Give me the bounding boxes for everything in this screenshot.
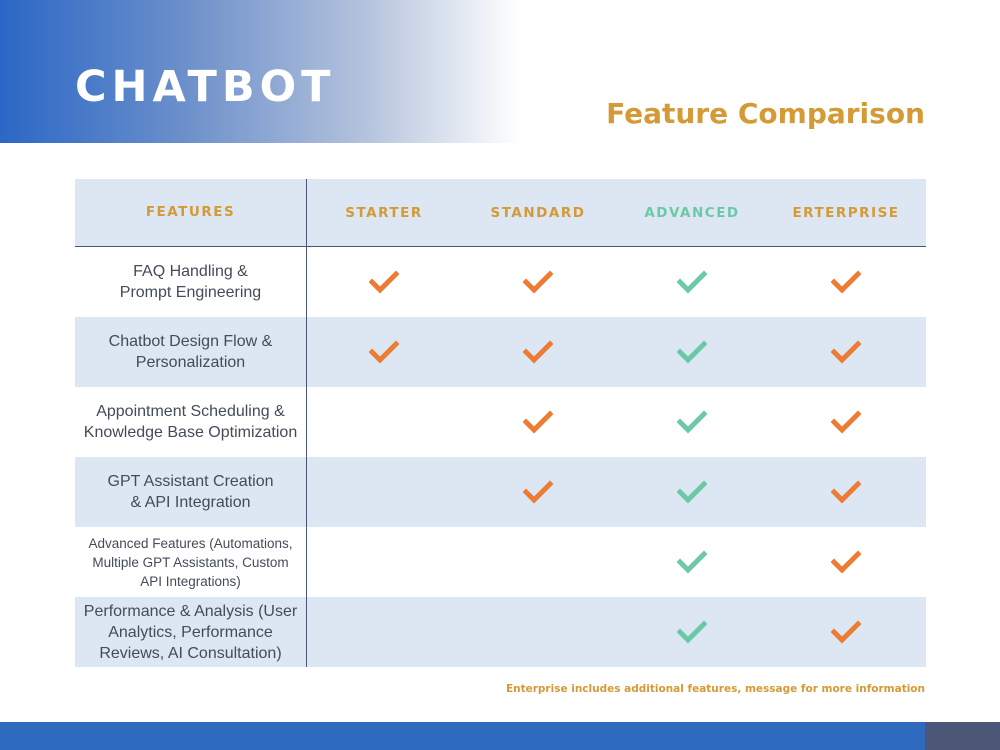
check-icon — [677, 620, 707, 644]
check-icon — [831, 550, 861, 574]
check-cell — [769, 317, 923, 387]
check-cell — [461, 247, 615, 317]
column-header-standard — [461, 179, 615, 246]
column-header-enterprise — [769, 179, 923, 246]
feature-line: Advanced Features (Automations, — [88, 535, 293, 551]
table-row — [75, 247, 926, 317]
feature-line: API Integrations) — [140, 573, 241, 589]
feature-name — [75, 317, 307, 387]
footnote: Enterprise includes additional features, message for more information — [505, 683, 925, 695]
column-header-starter — [307, 179, 461, 246]
check-cell — [615, 387, 769, 457]
column-header-label: STANDARD — [490, 204, 586, 221]
check-icon — [523, 340, 553, 364]
check-cell — [615, 457, 769, 527]
check-icon — [677, 340, 707, 364]
check-cell — [307, 247, 461, 317]
check-cell — [615, 317, 769, 387]
check-cell — [307, 597, 461, 667]
feature-line: Personalization — [135, 354, 246, 371]
check-cell — [461, 597, 615, 667]
column-header-label: STARTER — [345, 204, 423, 221]
feature-name — [75, 247, 307, 317]
table-row — [75, 597, 926, 667]
table-row — [75, 457, 926, 527]
footer-accent — [925, 722, 1000, 750]
feature-line: Reviews, AI Consultation) — [99, 644, 282, 662]
check-cell — [769, 597, 923, 667]
check-cell — [615, 597, 769, 667]
table-row — [75, 317, 926, 387]
check-cell — [615, 527, 769, 597]
check-icon — [677, 480, 707, 504]
check-cell — [461, 527, 615, 597]
column-header-label: ERTERPRISE — [792, 204, 900, 221]
page-title: Feature Comparison — [606, 97, 925, 130]
check-cell — [307, 317, 461, 387]
check-icon — [369, 340, 399, 364]
check-cell — [461, 317, 615, 387]
check-icon — [831, 480, 861, 504]
check-cell — [461, 387, 615, 457]
check-cell — [461, 457, 615, 527]
feature-name — [75, 597, 307, 667]
feature-line: Prompt Engineering — [119, 284, 262, 301]
check-cell — [769, 527, 923, 597]
feature-line: Performance & Analysis (User — [83, 602, 298, 620]
check-icon — [831, 340, 861, 364]
comparison-table — [75, 179, 926, 667]
feature-line: Multiple GPT Assistants, Custom — [92, 554, 289, 570]
table-row — [75, 387, 926, 457]
check-icon — [831, 620, 861, 644]
check-cell — [769, 387, 923, 457]
feature-line: Analytics, Performance — [108, 623, 273, 641]
column-header-label: ADVANCED — [644, 204, 740, 221]
feature-name — [75, 457, 307, 527]
check-cell — [769, 457, 923, 527]
column-header-advanced — [615, 179, 769, 246]
check-icon — [831, 270, 861, 294]
feature-line: Chatbot Design Flow & — [108, 333, 273, 350]
check-cell — [615, 247, 769, 317]
feature-line: FAQ Handling & — [133, 263, 248, 280]
table-header-row — [75, 179, 926, 247]
check-icon — [677, 410, 707, 434]
check-icon — [677, 550, 707, 574]
check-icon — [831, 410, 861, 434]
check-cell — [307, 527, 461, 597]
column-header-label: FEATURES — [145, 204, 236, 220]
check-icon — [523, 480, 553, 504]
feature-name — [75, 527, 307, 597]
check-cell — [307, 457, 461, 527]
check-cell — [769, 247, 923, 317]
feature-line: Appointment Scheduling & — [96, 403, 285, 420]
check-icon — [677, 270, 707, 294]
check-icon — [523, 410, 553, 434]
feature-line: Knowledge Base Optimization — [83, 424, 298, 441]
feature-line: GPT Assistant Creation — [107, 473, 274, 490]
column-header-features — [75, 179, 307, 246]
footer-band — [0, 722, 925, 750]
brand-title: CHATBOT — [75, 62, 336, 112]
table-row — [75, 527, 926, 597]
check-cell — [307, 387, 461, 457]
check-icon — [523, 270, 553, 294]
check-icon — [369, 270, 399, 294]
feature-line: & API Integration — [130, 494, 251, 511]
feature-name — [75, 387, 307, 457]
